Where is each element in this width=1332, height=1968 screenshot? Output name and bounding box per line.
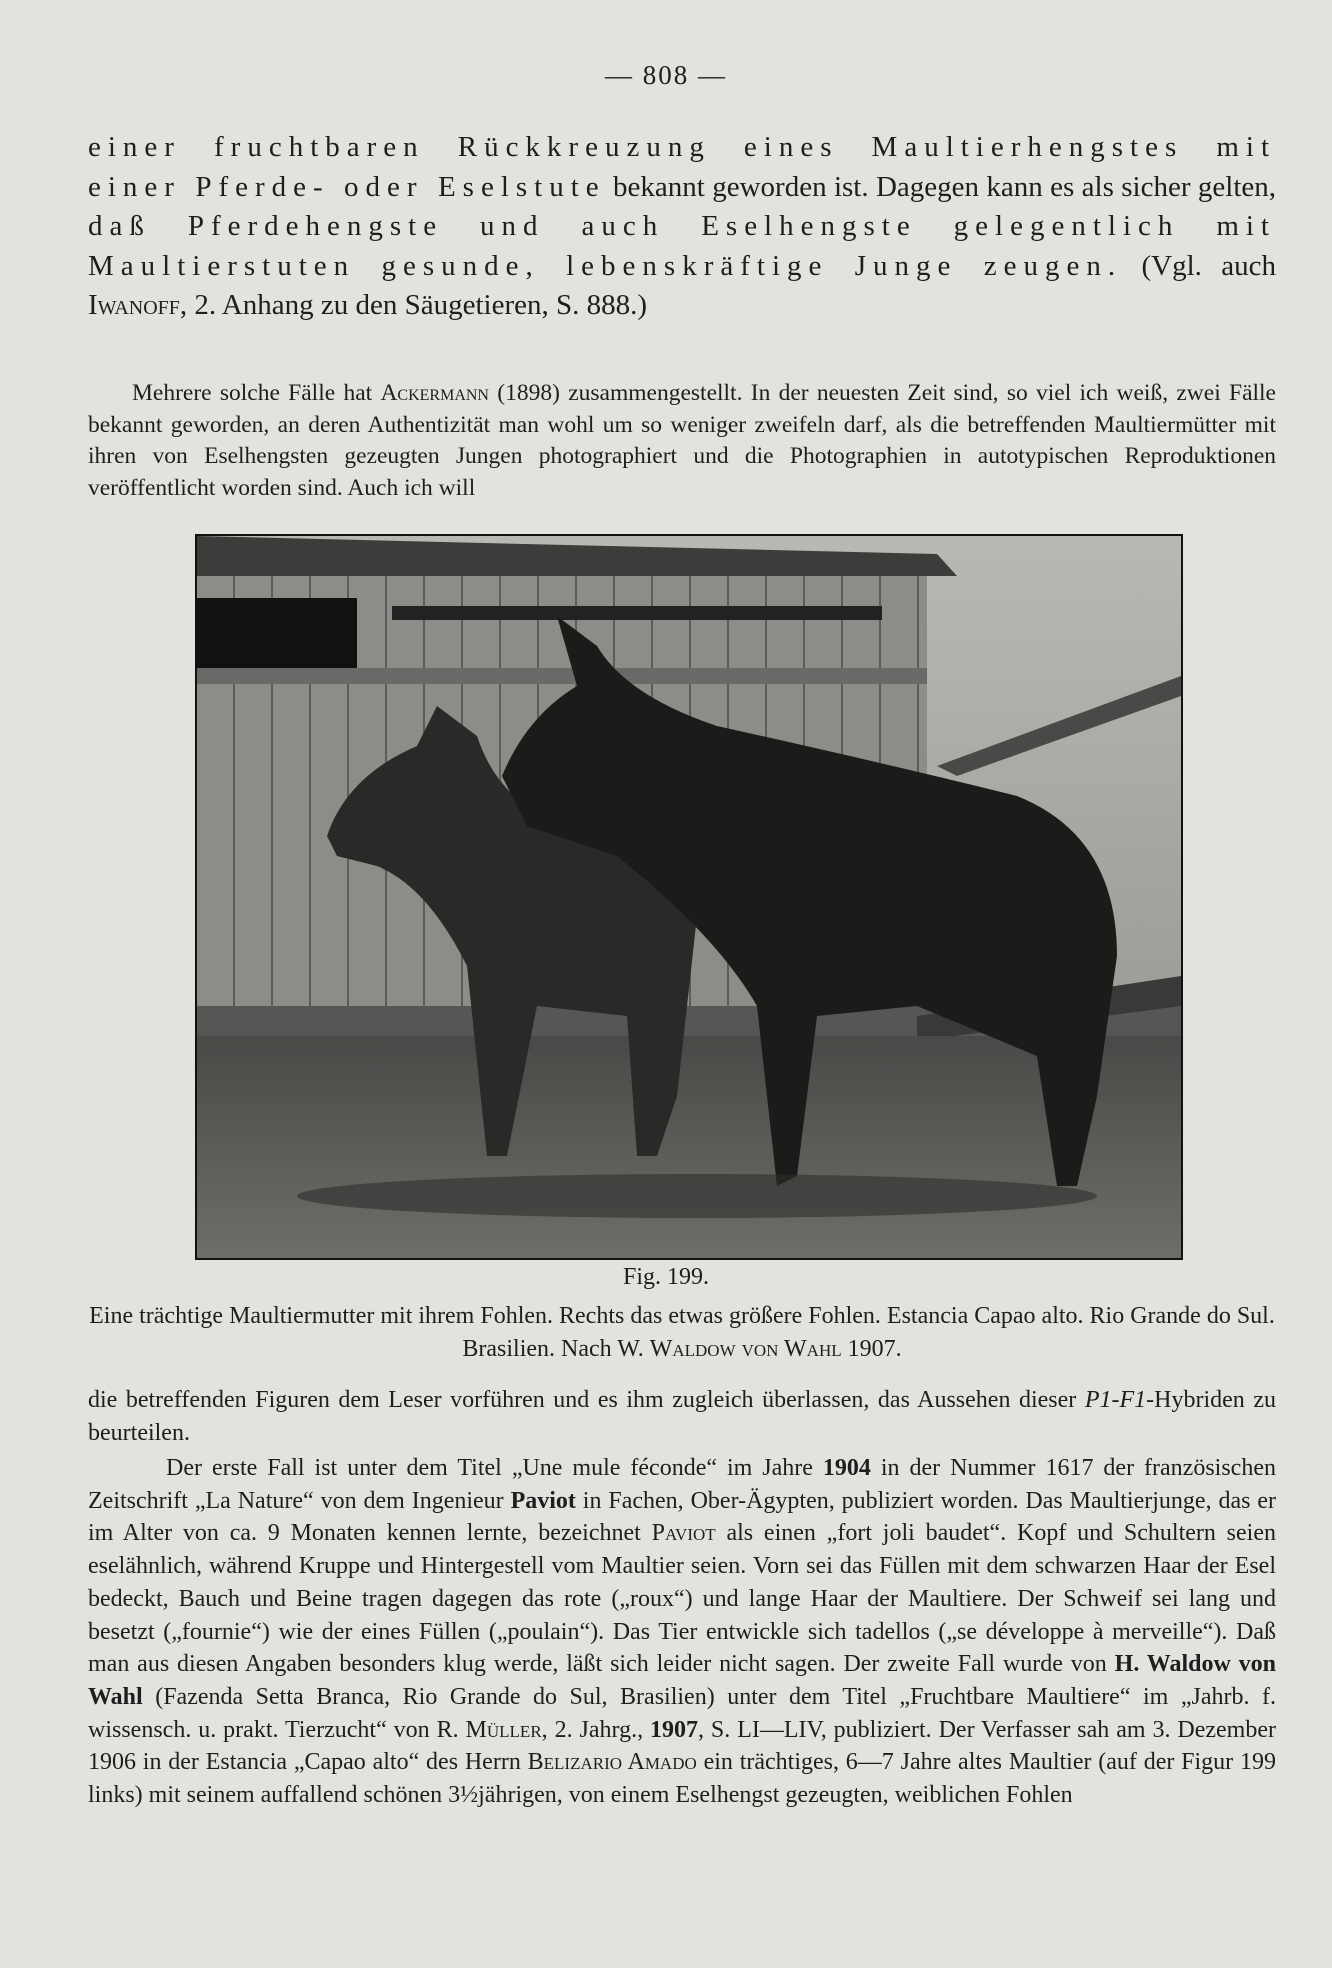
text-run: , S. LI—LIV, publiziert. Der Verfasser sah am 3. Dezember 1906 in der Estancia „Capao alto“ des Herrn — [88, 1716, 1276, 1776]
figure-label: Fig. 199. — [622, 1264, 709, 1290]
author-name: Paviot — [651, 1520, 716, 1547]
text-run: in der Nummer 1617 der französischen Zeitschrift „La Nature“ von dem Ingenieur — [88, 1455, 1276, 1514]
paragraph-1 — [88, 128, 1276, 326]
paragraph-3 — [88, 1384, 1276, 1449]
author-name: Ackermann — [380, 380, 489, 406]
text-run: als einen „fort joli baudet“. Kopf und Schultern seien eselähnlich, während Kruppe und Hintergestell vom Maultier seien. Vorn sei das Füllen mit dem schwarzen Haar der Esel bedeckt, Bauch und Beine tragen dagegen das rote („roux“) und lange Haar der Maultiere. Der Schweif sei lang und besetzt („fournie“) wie der eines Füllen („poulain“). Das Tier entwickle sich tadellos („se développe à merveille“). Daß man aus diesen Angaben besonders klug werde, läßt sich leider nicht sagen. Der zweite Fall wurde von — [88, 1520, 1276, 1678]
author-name: R. Müller — [436, 1716, 542, 1743]
bold-year: 1904 — [822, 1455, 871, 1481]
text-run: Der erste Fall ist unter dem Titel „Une mule féconde“ im Jahre — [166, 1455, 823, 1481]
author-name: Waldow von Wahl — [649, 1336, 842, 1362]
paragraph-2 — [88, 378, 1276, 504]
figure-caption — [88, 1300, 1276, 1366]
paragraph-4 — [88, 1452, 1276, 1812]
text-run: (1898) zusammengestellt. In der neuesten Zeit sind, so viel ich weiß, zwei Fälle bekannt geworden, an deren Authentizität man wohl um so weniger zweifeln darf, als die betreffenden Maultiermütter mit ihren von Eselhengsten gezeugten Jungen photographiert und die Photographien in autotypischen Reproduktionen veröffentlicht worden sind. Auch ich will — [88, 380, 1276, 501]
text-run: bekannt geworden ist. Dagegen kann es als sicher gelten, — [605, 170, 1277, 203]
figure-photo — [195, 534, 1183, 1260]
page-number: — 808 — — [605, 60, 727, 90]
bold-name: Paviot — [510, 1487, 576, 1514]
text-run: , 2. Anhang zu den Säugetieren, S. 888.) — [179, 289, 648, 321]
text-run: -Hybriden zu beurteilen. — [88, 1387, 1276, 1446]
formula: P1-F1 — [1084, 1387, 1147, 1413]
spaced-text: daß Pferdehengste und auch Eselhengste gelegentlich mit Maultierstuten gesunde, lebenskräftige Junge zeugen. — [88, 210, 1276, 282]
author-name: Iwanoff — [88, 289, 180, 321]
text-run: in Fachen, Ober-Ägypten, publiziert worden. Das Maultierjunge, das er im Alter von ca. 9 Monaten kennen lernte, bezeichnet — [88, 1487, 1277, 1547]
text-run: (Fazenda Setta Branca, Rio Grande do Sul, Brasilien) unter dem Titel „Fruchtbare Maultiere“ im „Jahrb. f. wissensch. u. prakt. Tierzucht“ von — [88, 1683, 1276, 1743]
text-run: 1907. — [841, 1336, 902, 1362]
spaced-text: einer fruchtbaren Rückkreuzung eines Maultierhengstes mit einer Pferde- oder Eselstute — [88, 131, 1276, 203]
mule-photo — [197, 536, 1181, 1258]
text-run: ein trächtiges, 6—7 Jahre altes Maultier (auf der Figur 199 links) mit seinem auffallend schönen 3½jährigen, von einem Eselhengst gezeugten, weiblichen Fohlen — [88, 1749, 1276, 1809]
text-run: Mehrere solche Fälle hat — [132, 380, 381, 406]
text-run: , 2. Jahrg., — [541, 1716, 650, 1743]
text-run: (Vgl. auch — [1122, 249, 1276, 282]
bold-year: 1907 — [650, 1716, 698, 1743]
bold-name: H. Waldow von Wahl — [88, 1651, 1276, 1710]
text-run: Eine trächtige Maultiermutter mit ihrem Fohlen. Rechts das etwas größere Fohlen. Estancia Capao alto. Rio Grande do Sul. Brasilien. Nach W. — [89, 1303, 1275, 1362]
author-name: Belizario Amado — [527, 1749, 697, 1776]
text-run: die betreffenden Figuren dem Leser vorführen und es ihm zugleich überlassen, das Aussehen dieser — [88, 1387, 1085, 1413]
